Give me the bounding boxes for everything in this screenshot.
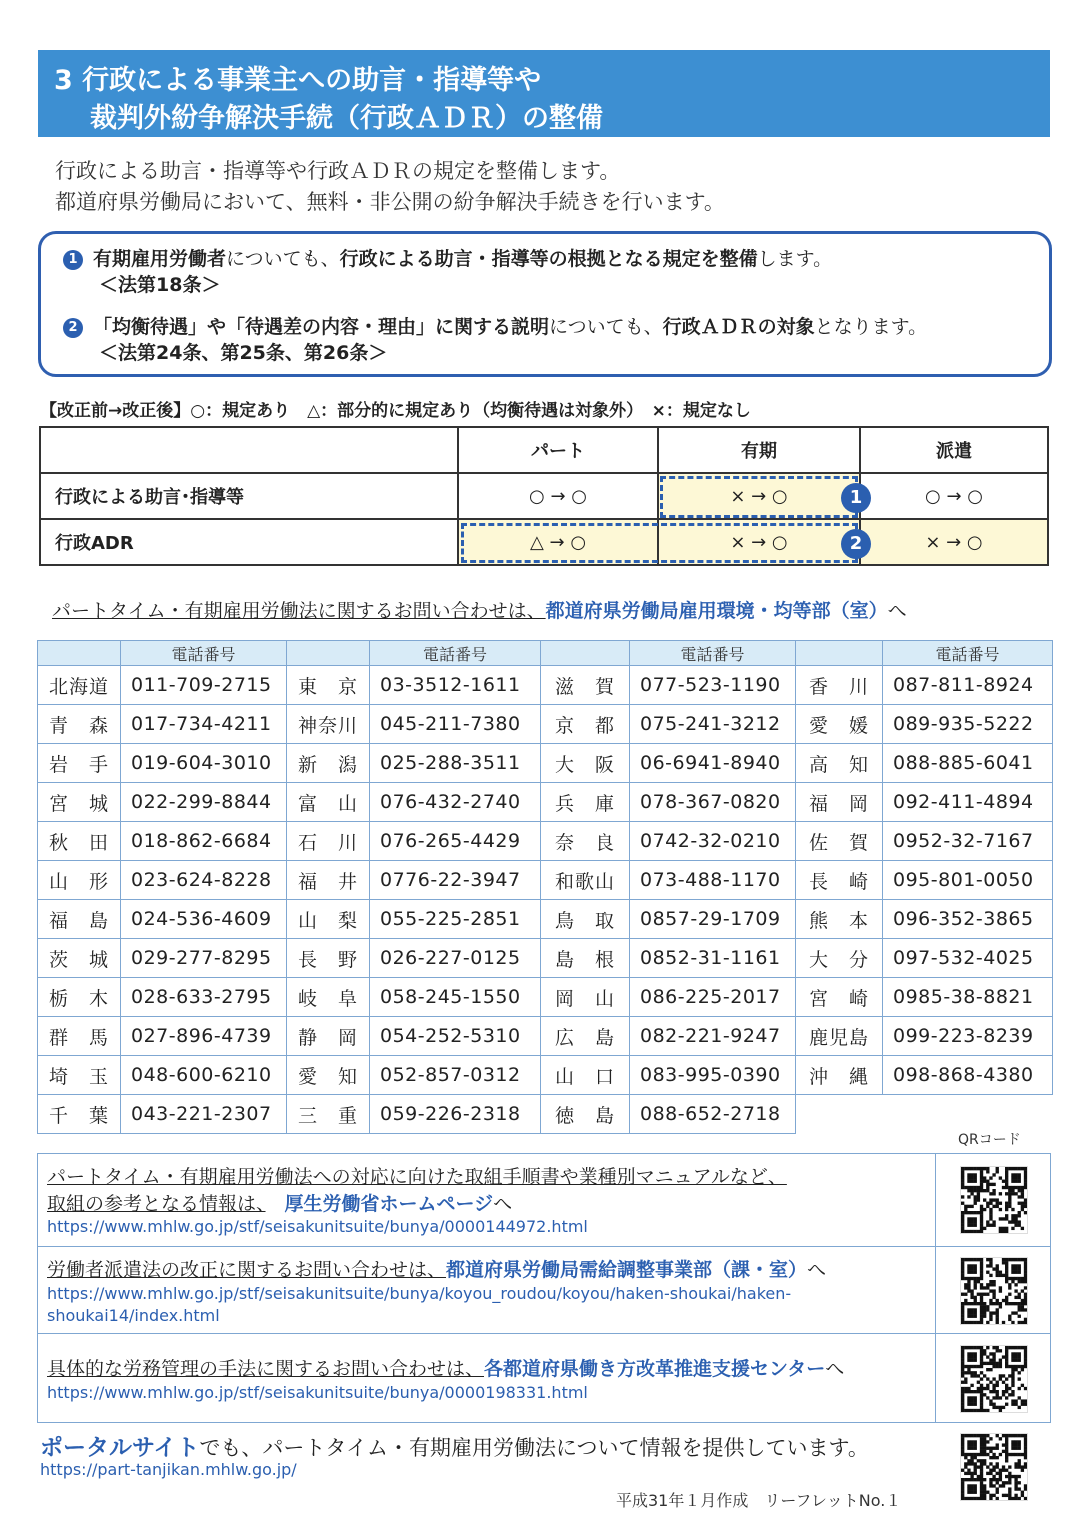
intro-line-1: 行政による助言・指導等や行政ＡＤＲの規定を整備します。 xyxy=(55,159,621,183)
phone-number: 055-225-2851 xyxy=(370,900,541,939)
phone-row xyxy=(38,939,1053,978)
link2-url-line1[interactable]: https://www.mhlw.go.jp/stf/seisakunitsuite/bunya/koyou_roudou/koyou/haken-shoukai/haken- xyxy=(47,1284,792,1303)
phone-number: 099-223-8239 xyxy=(883,1017,1053,1056)
prefecture-name: 新 潟 xyxy=(287,744,370,783)
phone-row xyxy=(38,705,1053,744)
prefecture-name: 茨 城 xyxy=(38,939,121,978)
prefecture-name: 鹿児島 xyxy=(796,1017,883,1056)
prefecture-name: 静 岡 xyxy=(287,1017,370,1056)
phone-number: 083-995-0390 xyxy=(630,1056,796,1095)
phone-number: 054-252-5310 xyxy=(370,1017,541,1056)
prefecture-name: 徳 島 xyxy=(541,1095,630,1134)
phone-number: 052-857-0312 xyxy=(370,1056,541,1095)
inquiry-line xyxy=(52,596,907,623)
point-1-text1: についても、 xyxy=(226,248,340,270)
prefecture-name: 和歌山 xyxy=(541,861,630,900)
phone-row xyxy=(38,1056,1053,1095)
inquiry-suffix: へ xyxy=(887,600,907,622)
prefecture-name: 福 岡 xyxy=(796,783,883,822)
cell-adr-part: △ → ○ xyxy=(458,519,658,565)
link3-line xyxy=(47,1354,844,1381)
prefecture-name: 山 梨 xyxy=(287,900,370,939)
highlight-box-2 xyxy=(461,523,858,563)
prefecture-name: 鳥 取 xyxy=(541,900,630,939)
phone-number: 058-245-1550 xyxy=(370,978,541,1017)
cell-advice-yuki: × → ○ xyxy=(658,473,860,519)
phone-number: 048-600-6210 xyxy=(121,1056,287,1095)
badge-2: 2 xyxy=(841,529,871,559)
portal-url[interactable]: https://part-tanjikan.mhlw.go.jp/ xyxy=(40,1460,297,1479)
prefecture-name: 愛 知 xyxy=(287,1056,370,1095)
points-box xyxy=(38,231,1052,377)
th-pref xyxy=(38,641,121,666)
prefecture-name: 福 井 xyxy=(287,861,370,900)
point-2-bold1: 「均衡待遇」や「待遇差の内容・理由」に関する説明 xyxy=(93,316,550,338)
phone-number: 024-536-4609 xyxy=(121,900,287,939)
point-2-bold2: 行政ＡＤＲの対象 xyxy=(662,316,815,338)
prefecture-name: 香 川 xyxy=(796,666,883,705)
qr-cell-1 xyxy=(935,1154,1051,1247)
phone-row xyxy=(38,1095,1053,1134)
prefecture-name: 大 阪 xyxy=(541,744,630,783)
phone-number: 028-633-2795 xyxy=(121,978,287,1017)
phone-number: 022-299-8844 xyxy=(121,783,287,822)
point-1-ref: ＜法第18条＞ xyxy=(99,274,221,296)
prefecture-name: 岩 手 xyxy=(38,744,121,783)
phone-number: 011-709-2715 xyxy=(121,666,287,705)
cell-adr-yuki: × → ○ xyxy=(658,519,860,565)
phone-number: 0952-32-7167 xyxy=(883,822,1053,861)
prefecture-name: 栃 木 xyxy=(38,978,121,1017)
legend: 【改正前→改正後】○：規定あり △：部分的に規定あり（均衡待遇は対象外） ×：規定なし xyxy=(40,401,751,421)
empty-cell xyxy=(796,1095,883,1134)
phone-number: 0857-29-1709 xyxy=(630,900,796,939)
badge-1: 1 xyxy=(841,483,871,513)
inquiry-text: パートタイム・有期雇用労働法に関するお問い合わせは、 xyxy=(52,600,546,622)
prefecture-name: 秋 田 xyxy=(38,822,121,861)
prefecture-name: 千 葉 xyxy=(38,1095,121,1134)
prefecture-name: 東 京 xyxy=(287,666,370,705)
phone-number: 098-868-4380 xyxy=(883,1056,1053,1095)
links-box xyxy=(37,1153,1051,1423)
qr-caption: QRコード xyxy=(958,1132,1021,1148)
link1-line1: パートタイム・有期雇用労働法への対応に向けた取組手順書や業種別マニュアルなど、 xyxy=(47,1166,787,1188)
link1-url[interactable]: https://www.mhlw.go.jp/stf/seisakunitsuite/bunya/0000144972.html xyxy=(47,1217,588,1236)
phone-number: 026-227-0125 xyxy=(370,939,541,978)
prefecture-name: 沖 縄 xyxy=(796,1056,883,1095)
link-row-2 xyxy=(38,1247,935,1334)
th-phone: 電話番号 xyxy=(121,641,287,666)
phone-number: 077-523-1190 xyxy=(630,666,796,705)
phone-number: 045-211-7380 xyxy=(370,705,541,744)
phone-row xyxy=(38,861,1053,900)
prefecture-name: 山 口 xyxy=(541,1056,630,1095)
link2-dest: 都道府県労働局需給調整事業部（課・室） xyxy=(446,1259,808,1281)
qr-cell-3 xyxy=(935,1334,1051,1422)
link1-dest: 厚生労働省ホームページ xyxy=(284,1193,494,1215)
cell-adr-haken: × → ○ xyxy=(860,519,1048,565)
prefecture-name: 滋 賀 xyxy=(541,666,630,705)
prefecture-name: 長 野 xyxy=(287,939,370,978)
link1-line2 xyxy=(47,1189,512,1216)
prefecture-name: 熊 本 xyxy=(796,900,883,939)
prefecture-name: 高 知 xyxy=(796,744,883,783)
phone-number: 023-624-8228 xyxy=(121,861,287,900)
section-title-line1: 3 行政による事業主への助言・指導等や xyxy=(54,65,542,96)
phone-number: 029-277-8295 xyxy=(121,939,287,978)
link2-suffix: へ xyxy=(807,1259,827,1281)
phone-number: 0852-31-1161 xyxy=(630,939,796,978)
prefecture-name: 山 形 xyxy=(38,861,121,900)
prefecture-name: 島 根 xyxy=(541,939,630,978)
prefecture-name: 長 崎 xyxy=(796,861,883,900)
prefecture-name: 埼 玉 xyxy=(38,1056,121,1095)
highlight-box-1 xyxy=(660,476,858,518)
prefecture-name: 群 馬 xyxy=(38,1017,121,1056)
phone-row xyxy=(38,1017,1053,1056)
point-number-1: 1 xyxy=(63,250,83,270)
prefecture-name: 北海道 xyxy=(38,666,121,705)
prefecture-name: 兵 庫 xyxy=(541,783,630,822)
link1-suffix: へ xyxy=(493,1193,513,1215)
phone-number: 073-488-1170 xyxy=(630,861,796,900)
point-1-bold2: 行政による助言・指導等の根拠となる規定を整備 xyxy=(339,248,758,270)
link3-text: 具体的な労務管理の手法に関するお問い合わせは、 xyxy=(47,1358,485,1380)
point-1-text2: します。 xyxy=(757,248,833,270)
phone-number: 078-367-0820 xyxy=(630,783,796,822)
phone-row xyxy=(38,822,1053,861)
phone-number: 086-225-2017 xyxy=(630,978,796,1017)
th-phone: 電話番号 xyxy=(370,641,541,666)
prefecture-name: 神奈川 xyxy=(287,705,370,744)
section-title-line2: 裁判外紛争解決手続（行政ＡＤＲ）の整備 xyxy=(90,103,603,134)
prefecture-name: 岡 山 xyxy=(541,978,630,1017)
portal-bold: ポータルサイト xyxy=(40,1435,200,1461)
footer-note: 平成31年１月作成 リーフレットNo.１ xyxy=(616,1491,902,1510)
header-haken: 派遣 xyxy=(860,427,1048,473)
link2-line xyxy=(47,1255,826,1282)
prefecture-name: 広 島 xyxy=(541,1017,630,1056)
qr-pattern xyxy=(961,1258,1027,1324)
phone-table xyxy=(37,640,1053,1134)
phone-number: 088-652-2718 xyxy=(630,1095,796,1134)
phone-number: 06-6941-8940 xyxy=(630,744,796,783)
phone-number: 059-226-2318 xyxy=(370,1095,541,1134)
qr-code-icon xyxy=(960,1166,1028,1234)
point-2 xyxy=(63,312,927,339)
th-phone: 電話番号 xyxy=(630,641,796,666)
phone-row xyxy=(38,978,1053,1017)
prefecture-name: 宮 崎 xyxy=(796,978,883,1017)
prefecture-name: 青 森 xyxy=(38,705,121,744)
prefecture-name: 福 島 xyxy=(38,900,121,939)
link3-url[interactable]: https://www.mhlw.go.jp/stf/seisakunitsuite/bunya/0000198331.html xyxy=(47,1383,588,1402)
phone-number: 0742-32-0210 xyxy=(630,822,796,861)
phone-number: 082-221-9247 xyxy=(630,1017,796,1056)
intro-line-2: 都道府県労働局において、無料・非公開の紛争解決手続きを行います。 xyxy=(55,190,725,214)
th-phone: 電話番号 xyxy=(883,641,1053,666)
header-part: パート xyxy=(458,427,658,473)
prefecture-name: 愛 媛 xyxy=(796,705,883,744)
prefecture-name: 宮 城 xyxy=(38,783,121,822)
prefecture-name: 岐 阜 xyxy=(287,978,370,1017)
portal-text: でも、パートタイム・有期雇用労働法について情報を提供しています。 xyxy=(199,1436,869,1460)
link3-dest: 各都道府県働き方改革推進支援センター xyxy=(484,1358,826,1380)
phone-number: 075-241-3212 xyxy=(630,705,796,744)
empty-cell xyxy=(883,1095,1053,1134)
phone-row xyxy=(38,744,1053,783)
phone-number: 095-801-0050 xyxy=(883,861,1053,900)
point-1-bold1: 有期雇用労働者 xyxy=(93,248,227,270)
phone-number: 019-604-3010 xyxy=(121,744,287,783)
link2-url-line2[interactable]: shoukai14/index.html xyxy=(47,1306,220,1325)
phone-number: 076-265-4429 xyxy=(370,822,541,861)
section-banner xyxy=(38,50,1050,137)
phone-number: 087-811-8924 xyxy=(883,666,1053,705)
point-1 xyxy=(63,244,832,271)
prefecture-name: 三 重 xyxy=(287,1095,370,1134)
phone-number: 025-288-3511 xyxy=(370,744,541,783)
qr-code-icon xyxy=(960,1433,1028,1501)
header-yuki: 有期 xyxy=(658,427,860,473)
phone-number: 076-432-2740 xyxy=(370,783,541,822)
phone-number: 043-221-2307 xyxy=(121,1095,287,1134)
link2-text: 労働者派遣法の改正に関するお問い合わせは、 xyxy=(47,1259,447,1281)
th-pref xyxy=(287,641,370,666)
prefecture-name: 佐 賀 xyxy=(796,822,883,861)
phone-number: 017-734-4211 xyxy=(121,705,287,744)
qr-pattern xyxy=(961,1434,1027,1500)
th-pref xyxy=(796,641,883,666)
qr-code-icon xyxy=(960,1257,1028,1325)
prefecture-name: 富 山 xyxy=(287,783,370,822)
prefecture-name: 石 川 xyxy=(287,822,370,861)
qr-cell-2 xyxy=(935,1247,1051,1334)
inquiry-dest: 都道府県労働局雇用環境・均等部（室） xyxy=(545,600,888,622)
cell-advice-haken: ○ → ○ xyxy=(860,473,1048,519)
phone-row xyxy=(38,900,1053,939)
phone-number: 018-862-6684 xyxy=(121,822,287,861)
point-2-text2: となります。 xyxy=(814,316,928,338)
link1-line2-text: 取組の参考となる情報は、 xyxy=(47,1193,266,1215)
portal-line xyxy=(40,1429,869,1462)
phone-number: 089-935-5222 xyxy=(883,705,1053,744)
phone-number: 096-352-3865 xyxy=(883,900,1053,939)
phone-row xyxy=(38,666,1053,705)
link-row-3 xyxy=(38,1334,935,1422)
qr-pattern xyxy=(961,1346,1027,1412)
phone-number: 0776-22-3947 xyxy=(370,861,541,900)
prefecture-name: 京 都 xyxy=(541,705,630,744)
phone-number: 027-896-4739 xyxy=(121,1017,287,1056)
cell-advice-part: ○ → ○ xyxy=(458,473,658,519)
qr-code-icon xyxy=(960,1345,1028,1413)
qr-pattern xyxy=(961,1167,1027,1233)
link-row-1 xyxy=(38,1154,935,1247)
point-2-text1: についても、 xyxy=(549,316,663,338)
row-label-adr: 行政ADR xyxy=(40,519,458,565)
prefecture-name: 奈 良 xyxy=(541,822,630,861)
phone-row xyxy=(38,783,1053,822)
point-2-ref: ＜法第24条、第25条、第26条＞ xyxy=(99,342,388,364)
phone-number: 092-411-4894 xyxy=(883,783,1053,822)
phone-number: 03-3512-1611 xyxy=(370,666,541,705)
corner-cell xyxy=(40,427,458,473)
row-label-advice: 行政による助言･指導等 xyxy=(40,473,458,519)
prefecture-name: 大 分 xyxy=(796,939,883,978)
phone-number: 097-532-4025 xyxy=(883,939,1053,978)
phone-number: 0985-38-8821 xyxy=(883,978,1053,1017)
point-number-2: 2 xyxy=(63,318,83,338)
phone-number: 088-885-6041 xyxy=(883,744,1053,783)
th-pref xyxy=(541,641,630,666)
link3-suffix: へ xyxy=(825,1358,845,1380)
